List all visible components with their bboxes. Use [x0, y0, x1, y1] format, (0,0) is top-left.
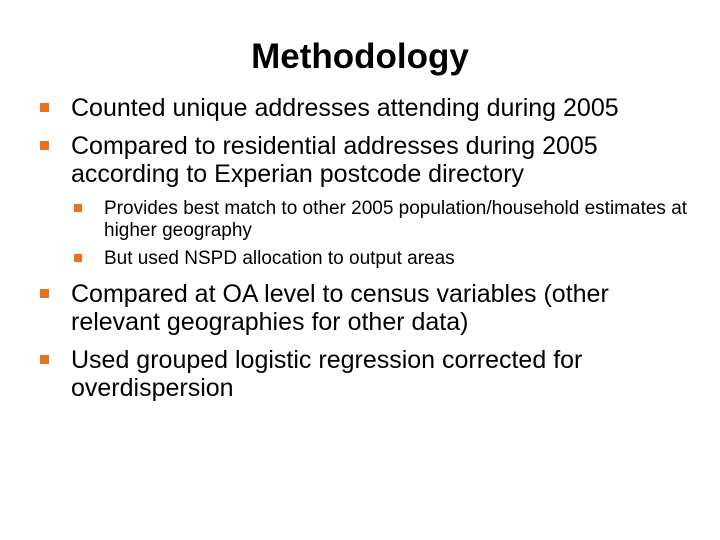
- square-bullet-icon: [40, 103, 49, 112]
- square-bullet-icon: [74, 204, 82, 212]
- bullet-item: [40, 94, 690, 122]
- bullet-item: [40, 280, 690, 336]
- bullet-text: Compared to residential addresses during 2005 according to Experian postcode directory: [71, 132, 598, 188]
- sub-bullet-item: [74, 198, 690, 242]
- slide-title: Methodology: [251, 37, 469, 76]
- square-bullet-icon: [40, 289, 49, 298]
- sub-bullet-item: [74, 248, 690, 270]
- square-bullet-icon: [74, 254, 82, 262]
- square-bullet-icon: [40, 355, 49, 364]
- bullet-item: [40, 132, 690, 188]
- bullet-list: [40, 94, 690, 402]
- sub-bullet-text: But used NSPD allocation to output areas: [104, 248, 455, 269]
- sub-bullet-text: Provides best match to other 2005 population/household estimates at higher geography: [104, 198, 688, 241]
- square-bullet-icon: [40, 141, 49, 150]
- sub-bullet-list: [74, 198, 690, 270]
- bullet-text: Used grouped logistic regression corrected for overdispersion: [71, 346, 583, 402]
- bullet-item: [40, 346, 690, 402]
- bullet-text: Compared at OA level to census variables (other relevant geographies for other data): [71, 280, 609, 336]
- bullet-text: Counted unique addresses attending during 2005: [71, 94, 619, 122]
